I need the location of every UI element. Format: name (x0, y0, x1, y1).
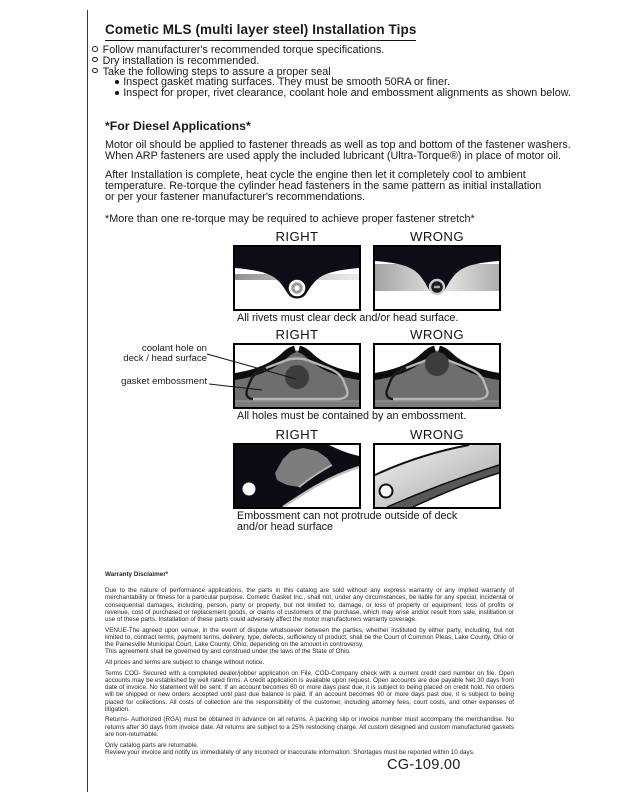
list-item: Dry installation is recommended. (92, 56, 571, 67)
circle-bullet-icon (92, 68, 98, 74)
embossment-right-diagram (233, 343, 361, 409)
deck-edge-right-diagram (233, 443, 361, 509)
callout-coolant-hole: coolant hole on deck / head surface (123, 343, 207, 364)
retorque-note: *More than one re-torque may be required to achieve proper fastener stretch* (105, 212, 475, 225)
right-label: RIGHT (275, 427, 319, 442)
disc-bullet-icon (115, 80, 119, 84)
diagram-row-rivets (233, 229, 501, 324)
diagram-caption: Embossment can not protrude outside of deck and/or head surface (237, 510, 458, 533)
legal-paragraph: Returns- Authorized (RGA) must be obtained in advance on all returns. A packing slip or invoice number must accompany the merchandise. No returns after 30 days from invoice date. All returns are subject to a 25% restocking charge. All custom designed and custom manufactured gaskets are non-returnable. (105, 716, 514, 738)
left-margin-rule (87, 10, 88, 792)
legal-paragraph: Due to the nature of performance applications, the parts in this catalog are sold without any express warranty or any implied warranty of merchantability or fitness for a particular purpose. Cometic Gasket Inc., shall not, under any circumstances, be liable for any special, incidental or consequential damages, including, person, party or property, but not limited to, damage, or loss of property or equipment, loss of profits or revenue, cost of purchased or replacement goods, or claims of customers of the purchase, which may arise and/or result from sale, instillation or use of these parts. Installation of these parts could adversely affect the motor manufacturers warranty coverage. (105, 587, 514, 624)
circle-bullet-icon (92, 57, 98, 63)
right-label: RIGHT (275, 327, 319, 342)
coolant-hole (285, 365, 309, 389)
right-label: RIGHT (275, 229, 319, 244)
legal-paragraph: VENUE-The agreed upon venue, in the event of dispute whatsoever between the parties, whether instituted by either party, including, but not limited to, contract terms, payment terms, delivery, type, defects, sufficiency of product, shall be the Court of Common Pleas, Lake County, Ohio or the Painesville Municipal Court, Lake County, Ohio, depending on the amount in controversy. (105, 626, 514, 649)
legal-paragraph: Terms COD- Secured with a completed dealer/jobber application on File, COD-Company check with a current credit card number on file. Open accounts may be established by well rated firms. A credit application is available upon request. Open accounts are due payable Net 30 days from date of invoice. No statement will be sent. If an account becomes 60 or more days past due, it is subject to being placed on credit hold. No orders will be shipped or new orders accepted until past due balance is paid. If an account becomes 90 or more days past due, it is subject to being placed for collections. All costs of collection are the responsibility of the customer, including attorney fees, court costs, and other expenses of litigation. (105, 669, 514, 713)
paragraph: Motor oil should be applied to fastener threads as well as top and bottom of the fastener washers. When ARP fasteners are used apply the included lubricant (Ultra-Torque®) in place of motor oil. (105, 139, 571, 162)
section-heading: *For Diesel Applications* (105, 119, 251, 133)
wrong-label: WRONG (409, 229, 464, 244)
diagram-caption: All holes must be contained by an embossment. (237, 410, 467, 422)
legal-heading: Warranty Disclaimer* (105, 571, 169, 578)
list-item: Inspect for proper, rivet clearance, coolant hole and embossment alignments as shown below. (92, 88, 571, 99)
embossment-wrong-diagram (373, 343, 501, 409)
diesel-applications-section (105, 119, 585, 225)
circle-bullet-icon (92, 46, 98, 52)
callout-gasket-embossment: gasket embossment (121, 376, 207, 387)
wrong-label: WRONG (409, 427, 464, 442)
legal-paragraph: Only catalog parts are returnable. (105, 741, 199, 749)
document-code: CG-109.00 (387, 757, 461, 773)
bolt-hole (243, 483, 256, 496)
diagram-caption: All rivets must clear deck and/or head surface. (237, 312, 459, 324)
installation-tips-list (92, 45, 571, 99)
paragraph: After Installation is complete, heat cycle the engine then let it completely cool to ambient temperature. Re-torque the cylinder head fasteners in the same pattern as initial installation or per your fastener manufacturer's recommendations. (105, 169, 542, 203)
disc-bullet-icon (115, 91, 119, 95)
list-item: Take the following steps to assure a proper seal (92, 67, 571, 78)
list-item: Inspect gasket mating surfaces. They must be smooth 50RA or finer. (92, 77, 571, 88)
legal-paragraph: All prices and terms are subject to change without notice. (105, 659, 265, 667)
bolt-hole (380, 485, 393, 498)
list-item: Follow manufacturer's recommended torque specifications. (92, 45, 571, 56)
rivet-right-diagram (233, 245, 361, 311)
coolant-hole (425, 352, 449, 376)
deck-edge-wrong-diagram (373, 443, 501, 509)
legal-paragraph: Review your invoice and notify us immediately of any incorrect or inaccurate information. Shortages must be reported within 10 days. (105, 748, 475, 756)
diagram-row-holes (233, 327, 501, 422)
page-title: Cometic MLS (multi layer steel) Installation Tips (105, 22, 416, 41)
diagram-row-deck-edge (233, 427, 501, 533)
legal-paragraph: This agreement shall be governed by and construed under the laws of the State of Ohio. (105, 648, 351, 656)
warranty-disclaimer-section (105, 571, 514, 759)
rivet-wrong-diagram (373, 245, 501, 311)
wrong-label: WRONG (409, 327, 464, 342)
